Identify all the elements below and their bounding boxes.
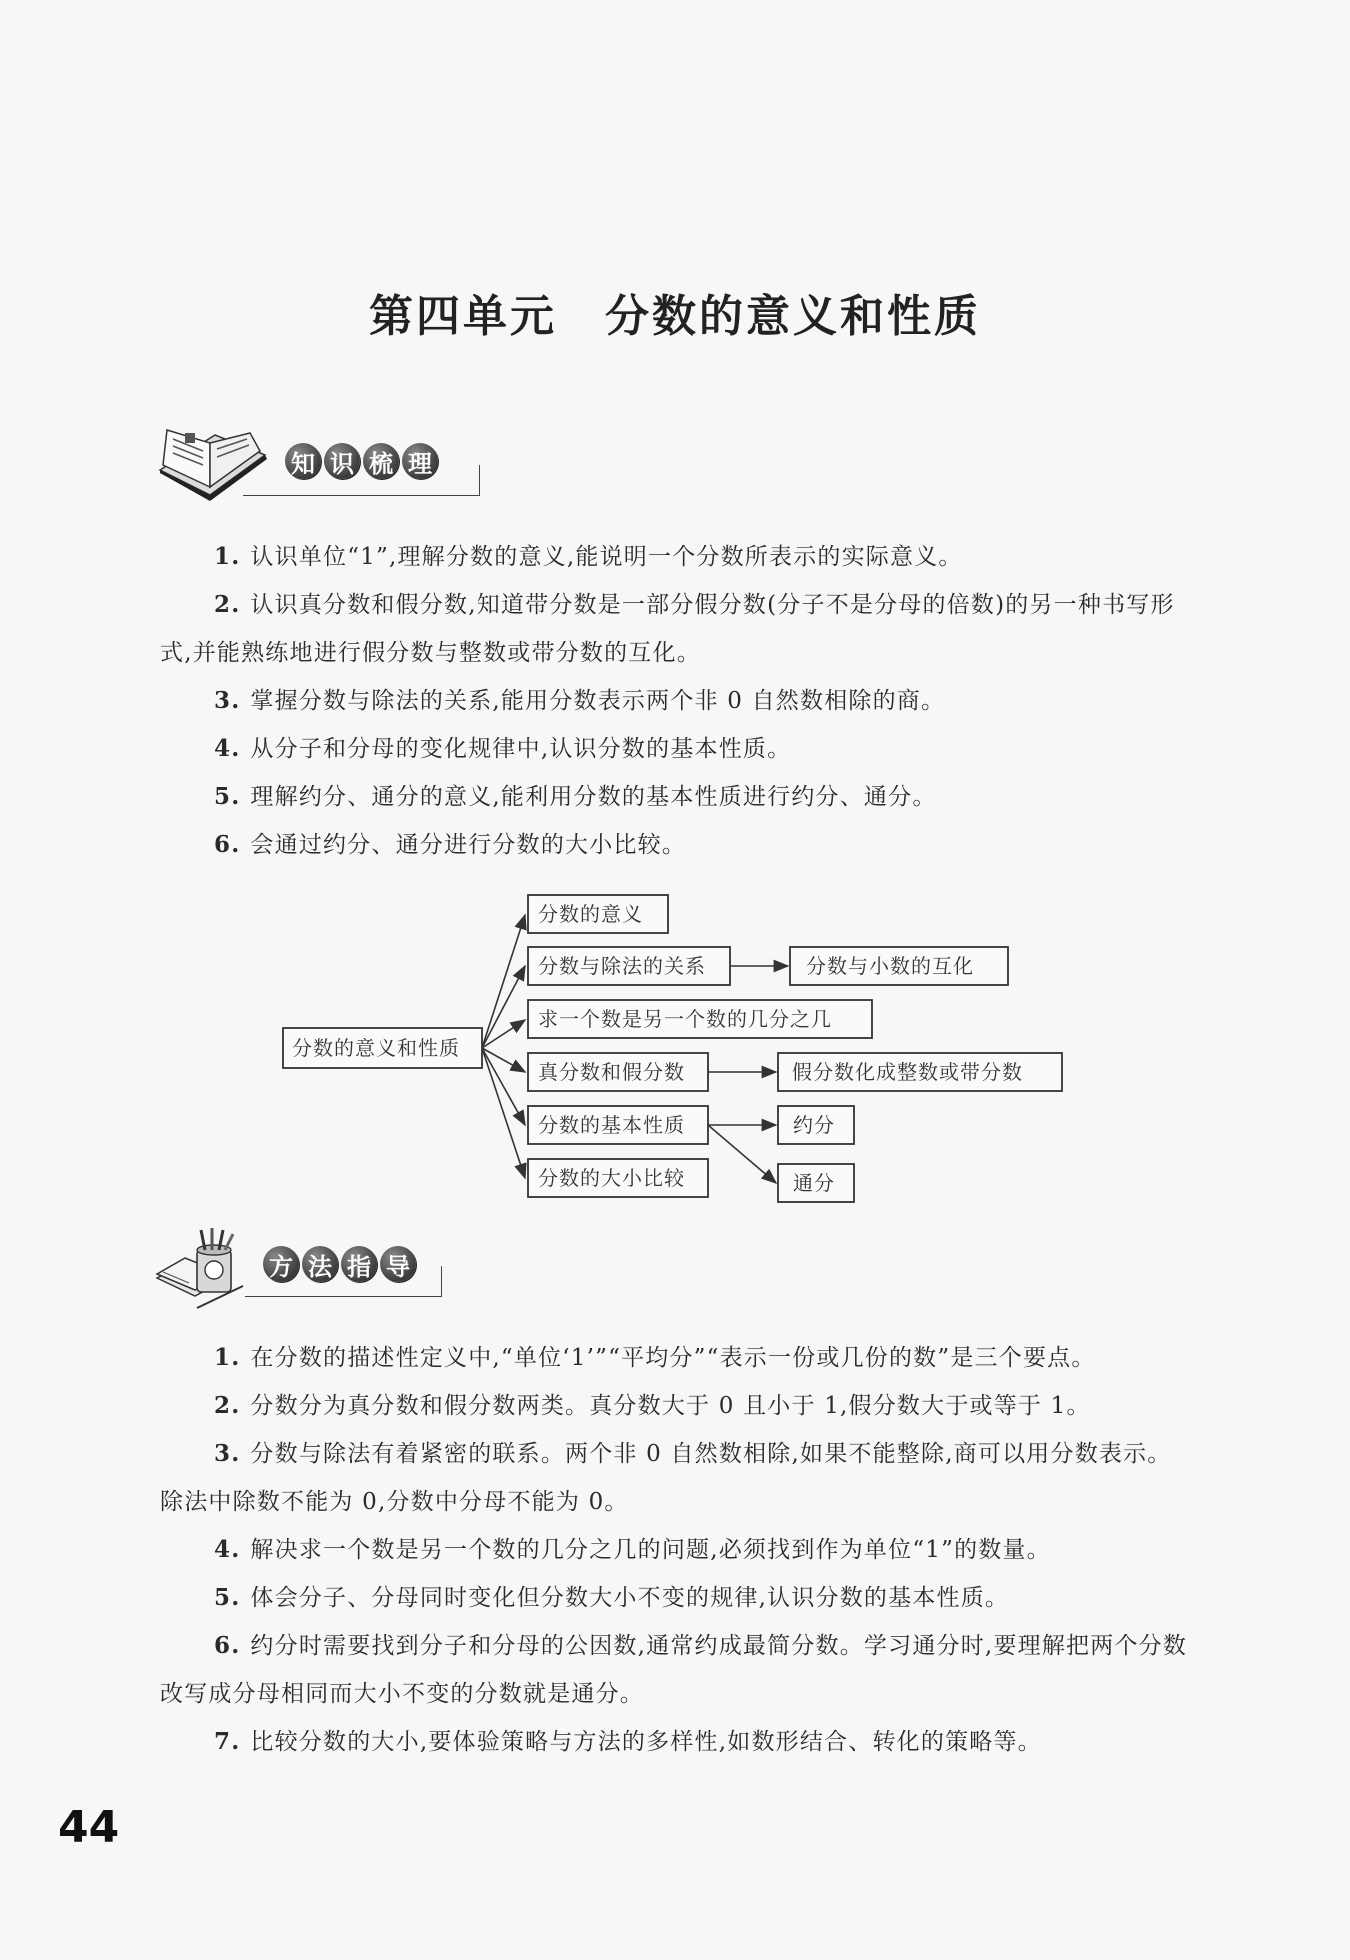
title-char: 梳 xyxy=(363,443,399,479)
list-item: 6. 会通过约分、通分进行分数的大小比较。 xyxy=(214,831,687,858)
branch-label: 分数的大小比较 xyxy=(538,1166,685,1190)
leaf-label: 分数与小数的互化 xyxy=(806,954,974,978)
title-char: 法 xyxy=(302,1246,338,1282)
title-char: 导 xyxy=(380,1246,416,1282)
leaf-label: 约分 xyxy=(793,1113,835,1137)
branch-label: 求一个数是另一个数的几分之几 xyxy=(538,1007,832,1031)
list-item: 3. 分数与除法有着紧密的联系。两个非 0 自然数相除,如果不能整除,商可以用分数表示。除法中除数不能为 0,分数中分母不能为 0。 xyxy=(160,1440,1172,1515)
leaf-label: 通分 xyxy=(793,1171,835,1195)
unit-number: 第四单元 xyxy=(369,291,557,342)
list-item: 1. 在分数的描述性定义中,“单位‘1’”“平均分”“表示一份或几份的数”是三个要点。 xyxy=(214,1344,1096,1371)
title-char: 识 xyxy=(324,443,360,479)
branch-label: 分数的基本性质 xyxy=(538,1113,685,1137)
leaf-label: 假分数化成整数或带分数 xyxy=(792,1060,1023,1084)
list-item: 6. 约分时需要找到分子和分母的公因数,通常约成最简分数。学习通分时,要理解把两个分数改写成分母相同而大小不变的分数就是通分。 xyxy=(160,1632,1188,1707)
section-header-knowledge xyxy=(155,425,485,505)
list-item: 4. 解决求一个数是另一个数的几分之几的问题,必须找到作为单位“1”的数量。 xyxy=(214,1536,1051,1563)
header-title-knowledge xyxy=(285,443,438,479)
branch-label: 分数的意义 xyxy=(538,902,643,926)
branch-label: 分数与除法的关系 xyxy=(538,954,706,978)
list-item: 2. 认识真分数和假分数,知道带分数是一部分假分数(分子不是分母的倍数)的另一种书写形式,并能熟练地进行假分数与整数或带分数的互化。 xyxy=(160,591,1175,666)
list-item: 7. 比较分数的大小,要体验策略与方法的多样性,如数形结合、转化的策略等。 xyxy=(214,1728,1042,1755)
root-label: 分数的意义和性质 xyxy=(292,1036,460,1060)
list-item: 3. 掌握分数与除法的关系,能用分数表示两个非 0 自然数相除的商。 xyxy=(214,687,946,714)
concept-map xyxy=(0,880,1350,1210)
title-char: 理 xyxy=(402,443,438,479)
title-char: 方 xyxy=(263,1246,299,1282)
list-item: 5. 体会分子、分母同时变化但分数大小不变的规律,认识分数的基本性质。 xyxy=(214,1584,1010,1611)
unit-title xyxy=(0,280,1350,344)
list-item: 2. 分数分为真分数和假分数两类。真分数大于 0 且小于 1,假分数大于或等于 1。 xyxy=(214,1392,1091,1419)
page-number: 44 xyxy=(58,1802,120,1853)
list-item: 5. 理解约分、通分的意义,能利用分数的基本性质进行约分、通分。 xyxy=(214,783,937,810)
knowledge-list xyxy=(160,533,1195,869)
method-list xyxy=(160,1334,1195,1766)
title-char: 指 xyxy=(341,1246,377,1282)
list-item: 4. 从分子和分母的变化规律中,认识分数的基本性质。 xyxy=(214,735,792,762)
title-char: 知 xyxy=(285,443,321,479)
header-title-method xyxy=(263,1246,416,1282)
unit-topic: 分数的意义和性质 xyxy=(605,291,981,342)
section-header-method xyxy=(155,1228,455,1308)
branch-label: 真分数和假分数 xyxy=(538,1060,685,1084)
list-item: 1. 认识单位“1”,理解分数的意义,能说明一个分数所表示的实际意义。 xyxy=(214,543,963,570)
